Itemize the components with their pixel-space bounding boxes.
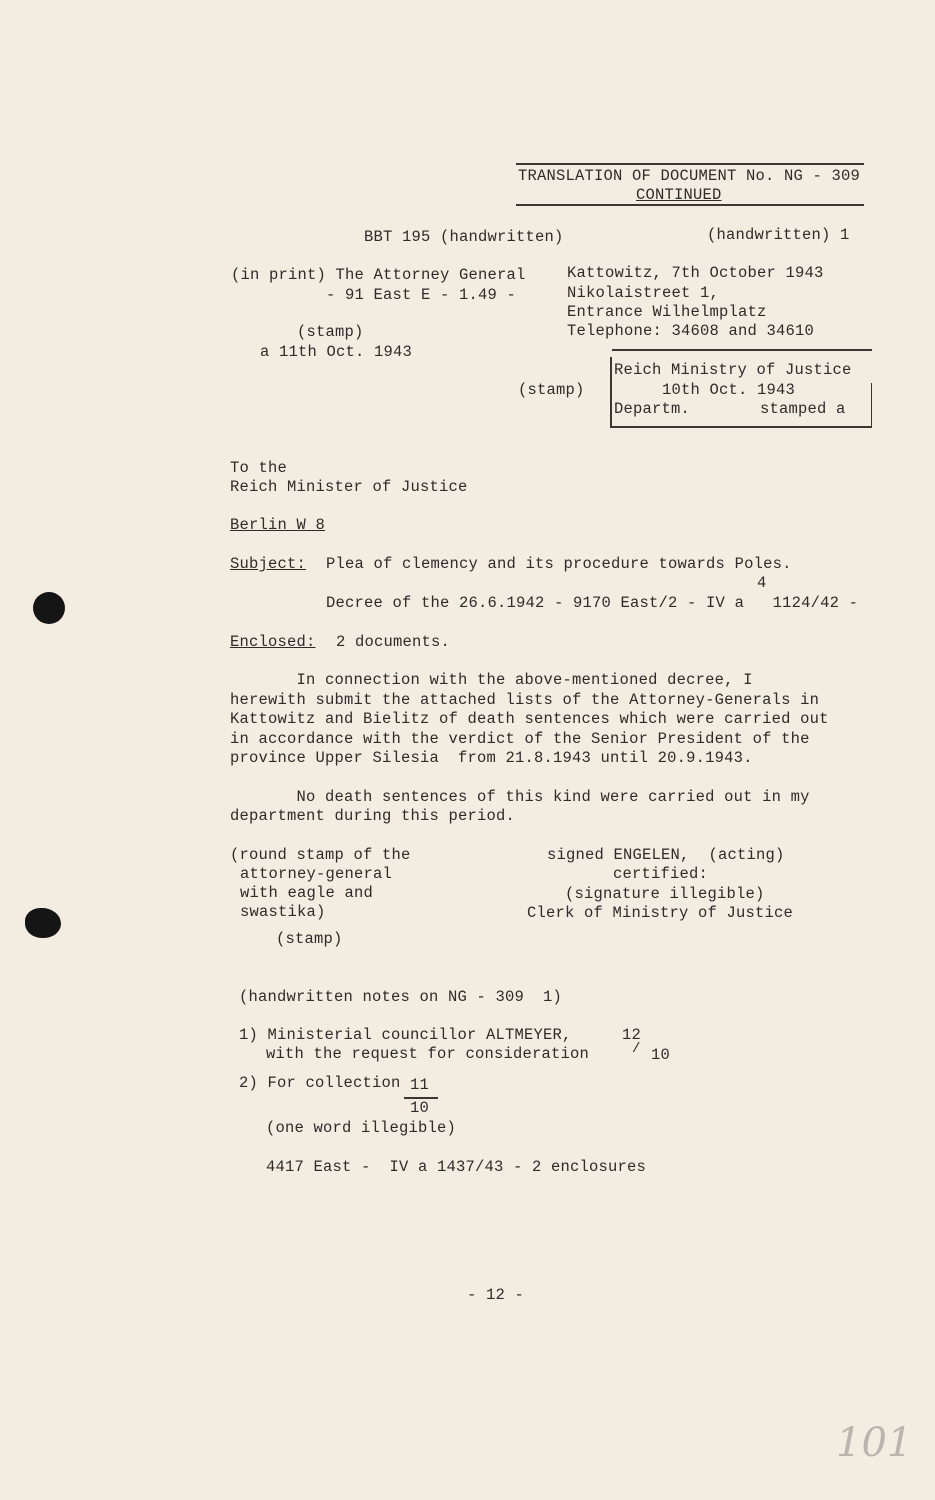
handwritten-reference-left: BBT 195 (handwritten) xyxy=(364,228,564,246)
ministry-stamp-line-2: 10th Oct. 1943 xyxy=(662,381,796,399)
header-top-rule xyxy=(516,163,864,165)
body-p1-line-3: Kattowitz and Bielitz of death sentences which were carried out xyxy=(230,710,829,728)
signature-line-4: Clerk of Ministry of Justice xyxy=(527,904,794,922)
enclosed-label: Enclosed: xyxy=(230,633,316,651)
ministry-stamp-label: (stamp) xyxy=(518,381,585,399)
note-1-line-1: 1) Ministerial councillor ALTMEYER, xyxy=(239,1026,572,1044)
address-line-1: Kattowitz, 7th October 1943 xyxy=(567,264,824,282)
binder-hole-bottom xyxy=(25,908,61,938)
round-stamp-line-3: with eagle and xyxy=(240,884,374,902)
pencil-page-mark: 101 xyxy=(836,1420,913,1466)
subject-decree: Decree of the 26.6.1942 - 9170 East/2 - IV a 1124/42 - xyxy=(326,594,859,612)
address-line-4: Telephone: 34608 and 34610 xyxy=(567,322,815,340)
document-title: TRANSLATION OF DOCUMENT No. NG - 309 xyxy=(518,167,861,185)
stamp-box-top xyxy=(612,349,872,351)
sender-stamp-date: a 11th Oct. 1943 xyxy=(260,343,413,361)
note-2: 2) For collection xyxy=(239,1074,401,1092)
address-line-2: Nikolaistreet 1, xyxy=(567,284,720,302)
note-2-fraction-top: 11 xyxy=(410,1076,430,1094)
handwritten-reference-right: (handwritten) 1 xyxy=(707,226,850,244)
note-1-line-2: with the request for consideration xyxy=(266,1045,590,1063)
ministry-stamp-line-1: Reich Ministry of Justice xyxy=(614,361,852,379)
signature-line-1: signed ENGELEN, (acting) xyxy=(547,846,785,864)
ministry-stamp-line-3-right: stamped a xyxy=(760,400,846,418)
header-bottom-rule xyxy=(516,204,864,206)
sender-line-1: (in print) The Attorney General xyxy=(231,266,526,284)
body-p1-line-2: herewith submit the attached lists of the Attorney-Generals in xyxy=(230,691,820,709)
sender-line-2: - 91 East E - 1.49 - xyxy=(326,286,517,304)
address-line-3: Entrance Wilhelmplatz xyxy=(567,303,767,321)
round-stamp-label: (stamp) xyxy=(276,930,343,948)
subject-text: Plea of clemency and its procedure towards Poles. xyxy=(326,555,792,573)
subject-superscript: 4 xyxy=(757,574,767,592)
round-stamp-line-1: (round stamp of the xyxy=(230,846,411,864)
ministry-stamp-line-3-left: Departm. xyxy=(614,400,691,418)
body-p2-line-2: department during this period. xyxy=(230,807,516,825)
notes-reference: 4417 East - IV a 1437/43 - 2 enclosures xyxy=(266,1158,647,1176)
round-stamp-line-4: swastika) xyxy=(240,903,326,921)
note-2-sub: (one word illegible) xyxy=(266,1119,457,1137)
round-stamp-line-2: attorney-general xyxy=(240,865,393,883)
recipient-city: Berlin W 8 xyxy=(230,516,326,534)
body-p2-line-1: No death sentences of this kind were carried out in my xyxy=(230,788,810,806)
note-1-fraction-bottom: 10 xyxy=(651,1046,671,1064)
body-p1-line-5: province Upper Silesia from 21.8.1943 until 20.9.1943. xyxy=(230,749,753,767)
note-2-fraction-bottom: 10 xyxy=(410,1099,430,1117)
subject-label: Subject: xyxy=(230,555,307,573)
signature-line-2: certified: xyxy=(613,865,709,883)
body-p1-line-4: in accordance with the verdict of the Senior President of the xyxy=(230,730,810,748)
note-1-slash: / xyxy=(632,1041,641,1057)
recipient-line-2: Reich Minister of Justice xyxy=(230,478,468,496)
sender-stamp-label: (stamp) xyxy=(297,323,364,341)
signature-line-3: (signature illegible) xyxy=(565,885,765,903)
stamp-box-left xyxy=(610,357,612,427)
stamp-box-bottom xyxy=(610,426,872,428)
page-number: - 12 - xyxy=(467,1286,525,1304)
binder-hole-top xyxy=(33,592,65,624)
body-p1-line-1: In connection with the above-mentioned decree, I xyxy=(230,671,753,689)
document-subtitle: CONTINUED xyxy=(636,186,722,204)
stamp-box-right xyxy=(871,383,872,427)
notes-heading: (handwritten notes on NG - 309 1) xyxy=(239,988,563,1006)
note-1-fraction-top: 12 xyxy=(622,1026,642,1044)
recipient-line-1: To the xyxy=(230,459,288,477)
enclosed-text: 2 documents. xyxy=(336,633,451,651)
